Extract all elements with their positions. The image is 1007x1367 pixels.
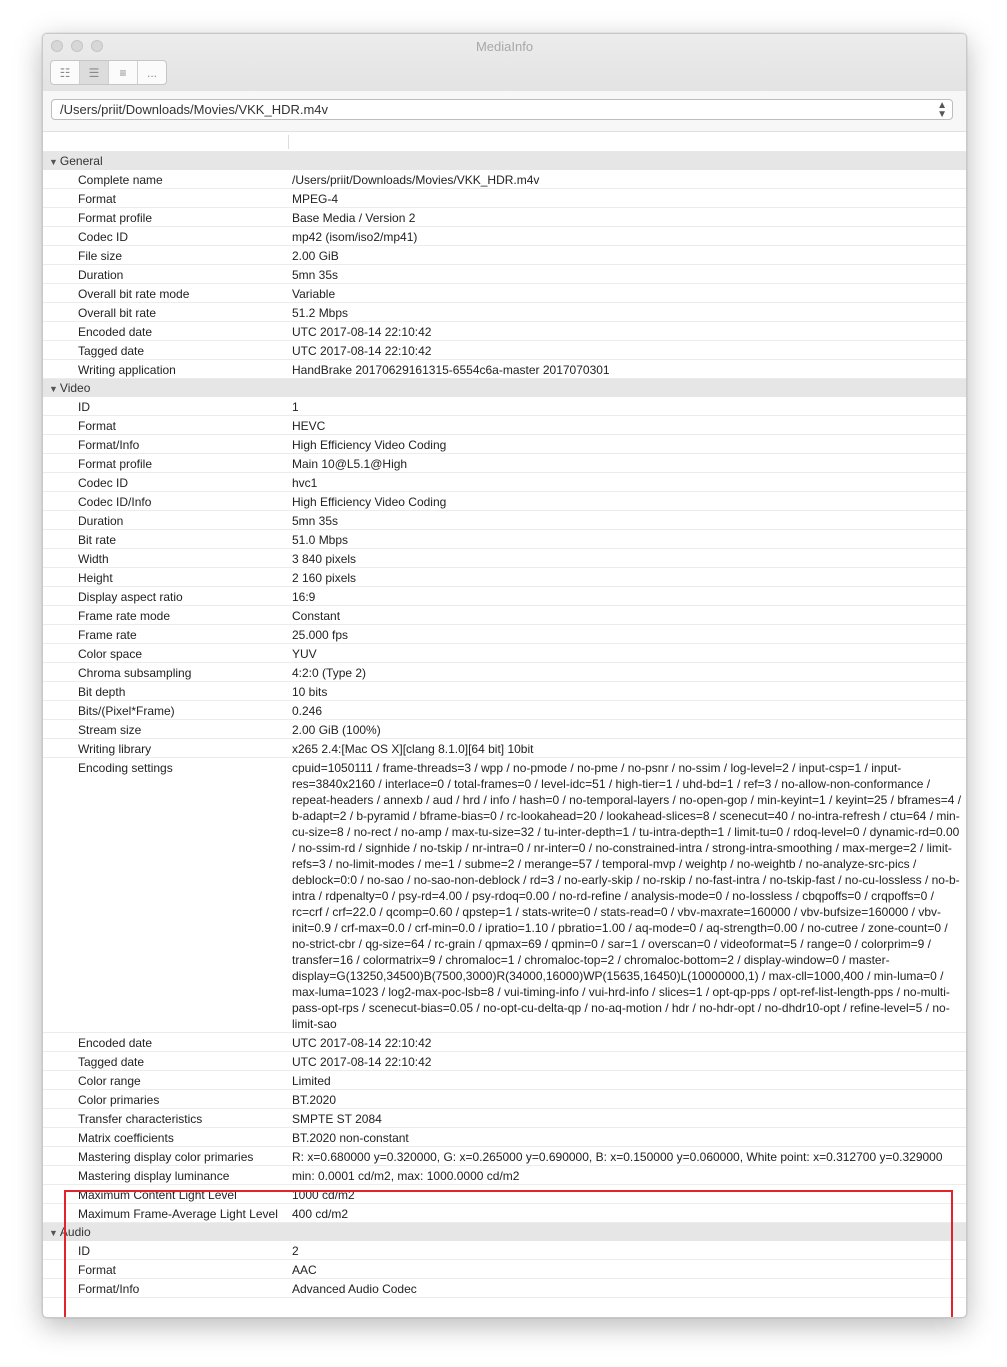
field-name: Format <box>78 192 117 206</box>
field-name: Writing application <box>78 363 176 377</box>
field-name: Color primaries <box>78 1093 160 1107</box>
field-name: Duration <box>78 514 124 528</box>
ellipsis-icon: ... <box>146 65 157 80</box>
info-row[interactable] <box>43 1109 966 1128</box>
file-path-select[interactable] <box>51 99 953 120</box>
info-row[interactable] <box>43 208 966 227</box>
info-row[interactable] <box>43 454 966 473</box>
field-name: Stream size <box>78 723 142 737</box>
info-row[interactable] <box>43 246 966 265</box>
section-video[interactable] <box>43 379 966 397</box>
info-row[interactable] <box>43 511 966 530</box>
field-value: Constant <box>292 609 341 623</box>
field-name: Width <box>78 552 109 566</box>
field-name: ID <box>78 400 90 414</box>
field-name: Color space <box>78 647 143 661</box>
info-row[interactable] <box>43 492 966 511</box>
field-name: Codec ID <box>78 230 129 244</box>
field-name: Encoded date <box>78 1036 153 1050</box>
field-name: Frame rate mode <box>78 609 171 623</box>
field-value: 3 840 pixels <box>292 552 357 566</box>
view-tree-button[interactable] <box>80 61 109 84</box>
info-row[interactable] <box>43 284 966 303</box>
field-name: Matrix coefficients <box>78 1131 174 1145</box>
info-row[interactable] <box>43 1279 966 1298</box>
field-value: HandBrake 20170629161315-6554c6a-master 2017070301 <box>292 363 610 377</box>
info-row[interactable] <box>43 606 966 625</box>
field-value: AAC <box>292 1263 317 1277</box>
info-rows <box>43 152 966 1298</box>
info-row[interactable] <box>43 227 966 246</box>
info-row[interactable] <box>43 568 966 587</box>
info-row[interactable] <box>43 682 966 701</box>
list-indent-icon: ☰ <box>88 65 100 80</box>
info-row[interactable] <box>43 549 966 568</box>
field-name: Duration <box>78 268 124 282</box>
info-row[interactable] <box>43 587 966 606</box>
field-value: HEVC <box>292 419 326 433</box>
info-row[interactable] <box>43 1260 966 1279</box>
info-row[interactable] <box>43 530 966 549</box>
field-name: Format profile <box>78 457 153 471</box>
field-name: Maximum Content Light Level <box>78 1188 237 1202</box>
info-row[interactable] <box>43 303 966 322</box>
field-value: BT.2020 <box>292 1093 337 1107</box>
info-row[interactable] <box>43 739 966 758</box>
field-name: Format profile <box>78 211 153 225</box>
info-row[interactable] <box>43 720 966 739</box>
field-name: Complete name <box>78 173 163 187</box>
field-value: 25.000 fps <box>292 628 349 642</box>
more-views-button[interactable] <box>138 61 166 84</box>
disclosure-triangle-icon[interactable]: ▼ <box>49 157 58 167</box>
info-row[interactable] <box>43 170 966 189</box>
section-general[interactable] <box>43 152 966 170</box>
field-value: Limited <box>292 1074 331 1088</box>
field-value: 51.2 Mbps <box>292 306 349 320</box>
field-name: Bits/(Pixel*Frame) <box>78 704 175 718</box>
field-value: Base Media / Version 2 <box>292 211 416 225</box>
column-header <box>43 132 966 152</box>
field-name: Format/Info <box>78 1282 140 1296</box>
field-value: mp42 (isom/iso2/mp41) <box>292 230 418 244</box>
field-name: Mastering display color primaries <box>78 1150 254 1164</box>
info-row[interactable] <box>43 360 966 379</box>
title-bar <box>43 34 966 92</box>
field-name: Tagged date <box>78 344 145 358</box>
field-name: Overall bit rate <box>78 306 157 320</box>
field-name: Bit rate <box>78 533 117 547</box>
field-name: Bit depth <box>78 685 126 699</box>
field-name: Transfer characteristics <box>78 1112 203 1126</box>
field-value: 5mn 35s <box>292 268 339 282</box>
field-value: x265 2.4:[Mac OS X][clang 8.1.0][64 bit] 10bit <box>292 742 534 756</box>
field-name: Format/Info <box>78 438 140 452</box>
column-divider[interactable] <box>288 135 289 149</box>
field-name: Color range <box>78 1074 141 1088</box>
view-grid-button[interactable] <box>51 61 80 84</box>
section-audio[interactable] <box>43 1223 966 1241</box>
chevron-updown-icon: ▲ ▼ <box>937 100 947 120</box>
field-value: 2 160 pixels <box>292 571 357 585</box>
field-value: YUV <box>292 647 317 661</box>
field-value: UTC 2017-08-14 22:10:42 <box>292 344 432 358</box>
info-row[interactable] <box>43 416 966 435</box>
field-name: Writing library <box>78 742 152 756</box>
field-value: UTC 2017-08-14 22:10:42 <box>292 1036 432 1050</box>
field-value: 4:2:0 (Type 2) <box>292 666 367 680</box>
field-value: /Users/priit/Downloads/Movies/VKK_HDR.m4v <box>292 173 540 187</box>
window-title: MediaInfo <box>475 39 534 54</box>
field-value: 1 <box>292 400 299 414</box>
field-value: SMPTE ST 2084 <box>292 1112 382 1126</box>
info-row[interactable] <box>43 701 966 720</box>
field-value: Advanced Audio Codec <box>292 1282 417 1296</box>
info-row[interactable] <box>43 1204 966 1223</box>
mediainfo-window <box>42 33 967 1318</box>
info-row[interactable] <box>43 189 966 208</box>
field-value: 400 cd/m2 <box>292 1207 349 1221</box>
field-value: 16:9 <box>292 590 316 604</box>
info-row[interactable] <box>43 397 966 416</box>
field-value: Variable <box>292 287 336 301</box>
info-row[interactable] <box>43 1147 966 1166</box>
field-value: min: 0.0001 cd/m2, max: 1000.0000 cd/m2 <box>292 1169 520 1183</box>
field-value: cpuid=1050111 / frame-threads=3 / wpp / no-pmode / no-pme / no-psnr / no-ssim / log-level=2 / input-csp=1 / input-res=3840x2160 / interlace=0 / total-frames=0 / level-idc=51 / high-tier=1 / uhd-bd=1 / ref=3 / no-allow-non-conformance / repeat-headers / annexb / aud / hrd / info / hash=0 / no-temporal-layers / no-open-gop / min-keyint=1 / keyint=25 / bframes=4 / b-adapt=2 / b-pyramid / bframe-bias=0 / rc-lookahead=20 / lookahead-slices=8 / scenecut=40 / no-intra-refresh / ctu=64 / min-cu-size=8 / no-rect / no-amp / max-tu-size=32 / tu-inter-depth=1 / tu-intra-depth=1 / limit-tu=0 / rdoq-level=0 / dynamic-rd=0.00 / no-ssim-rd / signhide / no-tskip / nr-intra=0 / nr-inter=0 / no-constrained-intra / strong-intra-smoothing / max-merge=2 / limit-refs=3 / no-limit-modes / me=1 / subme=2 / merange=57 / temporal-mvp / weightp / no-weightb / no-analyze-src-pics / deblock=0:0 / no-sao / no-sao-non-deblock / rd=3 / no-early-skip / no-rskip / no-fast-intra / no-tskip-fast / no-cu-lossless / no-b-intra / rdpenalty=0 / psy-rd=4.00 / psy-rdoq=0.00 / no-rd-refine / analysis-mode=0 / no-lossless / cbqpoffs=0 / crqpoffs=0 / rc=crf / crf=22.0 / qcomp=0.60 / qpstep=1 / stats-write=0 / stats-read=0 / vbv-maxrate=160000 / vbv-bufsize=160000 / vbv-init=0.9 / crf-max=0.0 / crf-min=0.0 / ipratio=1.10 / pbratio=1.00 / aq-mode=0 / aq-strength=0.00 / no-cutree / zone-count=0 / no-strict-cbr / qg-size=64 / rc-grain / qpmax=69 / qpmin=0 / sar=1 / overscan=0 / videoformat=5 / range=0 / colorprim=9 / transfer=16 / colormatrix=9 / chromaloc=1 / chromaloc-top=2 / chromaloc-bottom=2 / display-window=0 / master-display=G(13250,34500)B(7500,3000)R(34000,16000)WP(15635,16450)L(10000000,1) / max-cll=1000,400 / min-luma=0 / max-luma=1023 / log2-max-poc-lsb=8 / vui-timing-info / vui-hrd-info / slices=1 / opt-qp-pps / opt-ref-list-length-pps / no-multi-pass-opt-rps / scenecut-bias=0.05 / no-opt-cu-delta-qp / no-aq-motion / hdr / no-hdr-opt / no-dhdr10-opt / refine-level=5 / no-limit-sao <box>292 761 962 1031</box>
field-value: hvc1 <box>292 476 318 490</box>
disclosure-triangle-icon[interactable]: ▼ <box>49 384 58 394</box>
view-mode-toolbar <box>50 60 167 85</box>
section-label: Audio <box>59 1225 91 1239</box>
field-value: 10 bits <box>292 685 328 699</box>
field-name: Mastering display luminance <box>78 1169 230 1183</box>
field-name: Codec ID <box>78 476 129 490</box>
field-name: Display aspect ratio <box>78 590 183 604</box>
info-row[interactable] <box>43 1033 966 1052</box>
field-value: High Efficiency Video Coding <box>292 438 447 452</box>
field-name: Maximum Frame-Average Light Level <box>78 1207 278 1221</box>
info-row[interactable] <box>43 1185 966 1204</box>
view-text-button[interactable] <box>109 61 138 84</box>
field-value: 0.246 <box>292 704 323 718</box>
field-value: 2 <box>292 1244 299 1258</box>
field-value: 51.0 Mbps <box>292 533 349 547</box>
field-value: R: x=0.680000 y=0.320000, G: x=0.265000 y=0.690000, B: x=0.150000 y=0.060000, White point: x=0.312700 y=0.329000 <box>292 1150 943 1164</box>
field-name: Chroma subsampling <box>78 666 192 680</box>
info-row[interactable] <box>43 625 966 644</box>
section-label: Video <box>59 381 91 395</box>
field-value: BT.2020 non-constant <box>292 1131 409 1145</box>
info-row[interactable] <box>43 473 966 492</box>
field-name: Overall bit rate mode <box>78 287 190 301</box>
info-row[interactable] <box>43 1128 966 1147</box>
field-value: UTC 2017-08-14 22:10:42 <box>292 1055 432 1069</box>
info-row[interactable] <box>43 663 966 682</box>
info-tree[interactable] <box>43 132 966 1317</box>
info-row[interactable] <box>43 322 966 341</box>
field-value: 2.00 GiB (100%) <box>292 723 381 737</box>
info-row[interactable] <box>43 265 966 284</box>
info-row[interactable] <box>43 1090 966 1109</box>
field-name: Format <box>78 1263 117 1277</box>
field-value: 2.00 GiB <box>292 249 339 263</box>
field-value: 5mn 35s <box>292 514 339 528</box>
field-name: File size <box>78 249 123 263</box>
info-row[interactable] <box>43 1241 966 1260</box>
field-value: 1000 cd/m2 <box>292 1188 355 1202</box>
info-row[interactable] <box>43 1166 966 1185</box>
field-name: Frame rate <box>78 628 137 642</box>
grid-icon: ☷ <box>59 65 71 80</box>
field-value: MPEG-4 <box>292 192 339 206</box>
section-label: General <box>59 154 103 168</box>
field-name: Encoding settings <box>78 761 173 775</box>
disclosure-triangle-icon[interactable]: ▼ <box>49 1228 58 1238</box>
field-name: Encoded date <box>78 325 153 339</box>
info-row[interactable] <box>43 644 966 663</box>
field-name: Height <box>78 571 113 585</box>
field-name: Tagged date <box>78 1055 145 1069</box>
field-name: Codec ID/Info <box>78 495 152 509</box>
list-icon: ≡ <box>119 65 127 80</box>
field-name: ID <box>78 1244 90 1258</box>
field-name: Format <box>78 419 117 433</box>
info-row[interactable] <box>43 1052 966 1071</box>
field-value: Main 10@L5.1@High <box>292 457 408 471</box>
info-row[interactable] <box>43 341 966 360</box>
field-value: High Efficiency Video Coding <box>292 495 447 509</box>
field-value: UTC 2017-08-14 22:10:42 <box>292 325 432 339</box>
info-row[interactable] <box>43 758 966 1033</box>
info-row[interactable] <box>43 1071 966 1090</box>
info-row[interactable] <box>43 435 966 454</box>
file-selector-bar <box>43 91 966 132</box>
file-path-value: /Users/priit/Downloads/Movies/VKK_HDR.m4v <box>60 102 329 117</box>
